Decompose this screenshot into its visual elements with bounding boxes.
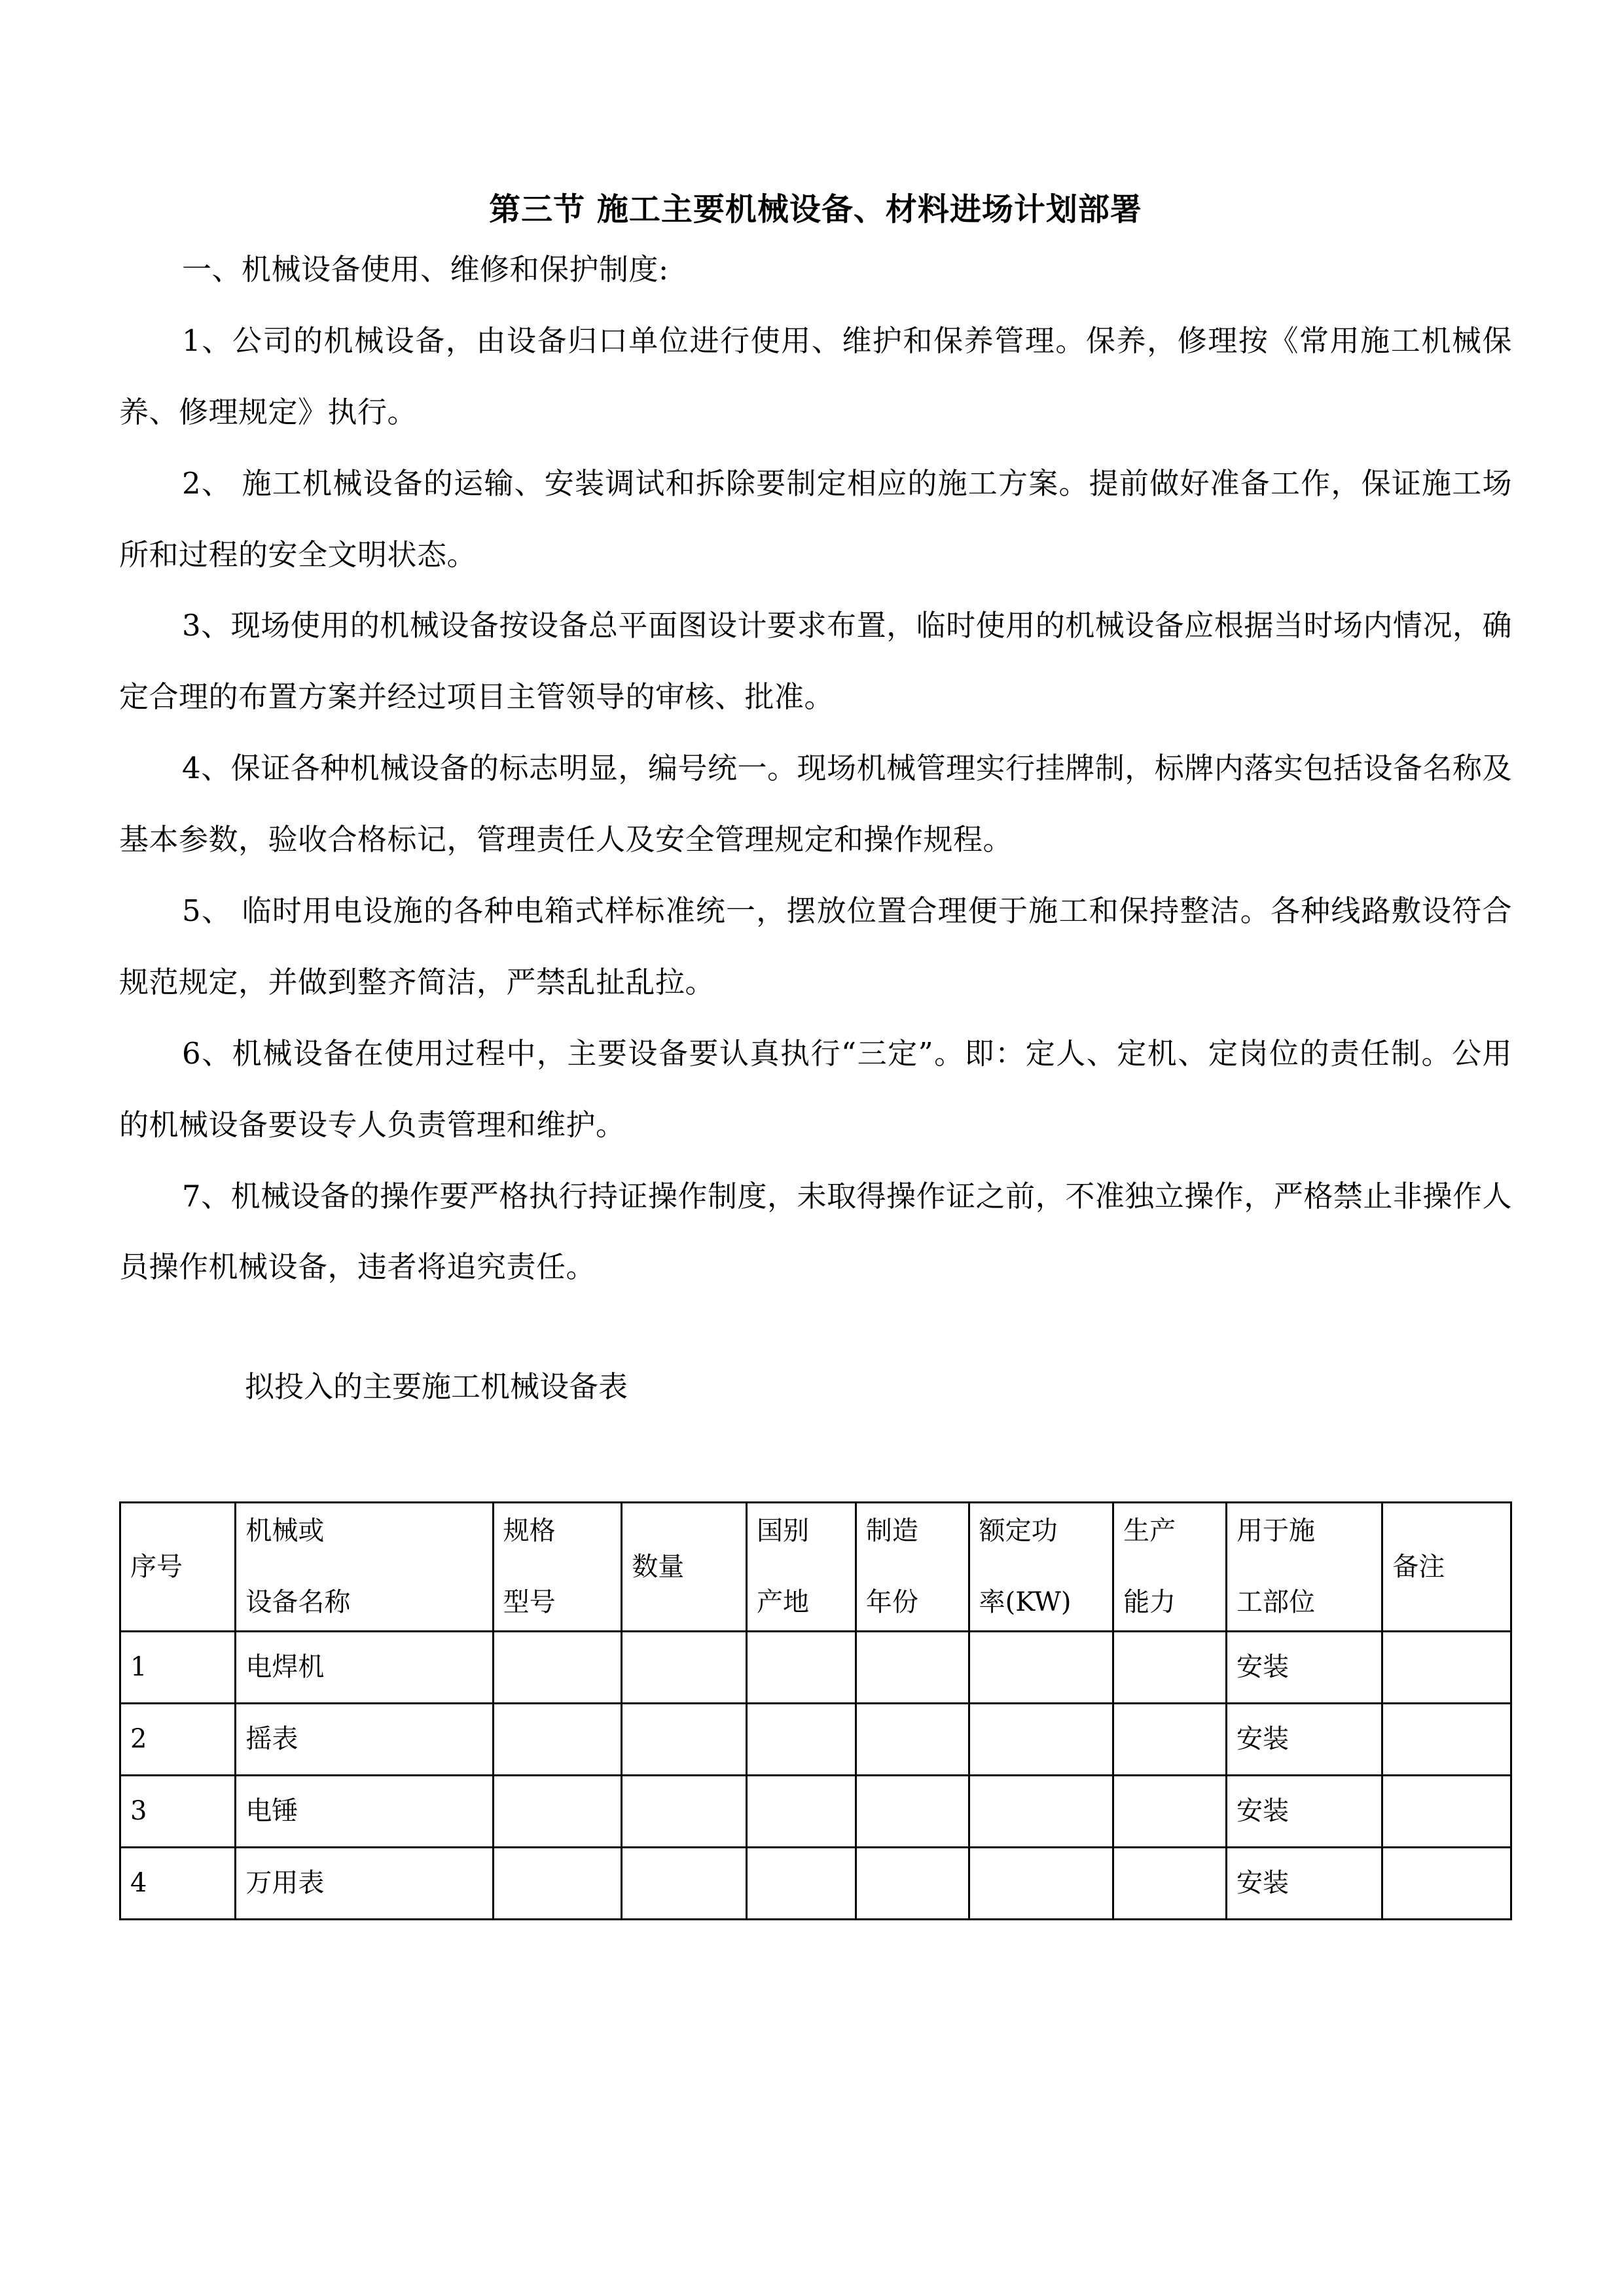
column-header-part-line1: 用于施 <box>1236 1516 1315 1547</box>
cell-capacity <box>1113 1847 1227 1919</box>
cell-capacity <box>1113 1703 1227 1775</box>
cell-capacity <box>1113 1775 1227 1847</box>
column-header-seq <box>120 1503 236 1632</box>
cell-qty <box>622 1631 747 1703</box>
table-caption: 拟投入的主要施工机械设备表 <box>245 1369 628 1405</box>
cell-part: 安装 <box>1226 1847 1382 1919</box>
column-header-seq-line1: 序号 <box>130 1551 183 1582</box>
cell-note <box>1382 1847 1511 1919</box>
cell-name: 电焊机 <box>236 1631 493 1703</box>
cell-origin <box>747 1631 856 1703</box>
paragraph-4: 4、保证各种机械设备的标志明显，编号统一。现场机械管理实行挂牌制，标牌内落实包括设备名称及基本参数，验收合格标记，管理责任人及安全管理规定和操作规程。 <box>119 751 1512 857</box>
cell-power <box>969 1631 1113 1703</box>
column-header-power <box>969 1503 1113 1632</box>
cell-origin <box>747 1775 856 1847</box>
cell-qty <box>622 1775 747 1847</box>
cell-name: 万用表 <box>236 1847 493 1919</box>
table-spacer <box>119 1423 1512 1501</box>
column-header-year <box>856 1503 969 1632</box>
column-header-origin-line2: 产地 <box>757 1587 809 1618</box>
column-header-name-line2: 设备名称 <box>245 1587 351 1618</box>
page-title: 第三节 施工主要机械设备、材料进场计划部署 <box>489 191 1142 228</box>
cell-seq: 3 <box>120 1775 236 1847</box>
paragraph-6: 6、机械设备在使用过程中，主要设备要认真执行“三定”。即：定人、定机、定岗位的责任制。公用的机械设备要设专人负责管理和维护。 <box>119 1035 1512 1142</box>
column-header-spec-line2: 型号 <box>503 1587 556 1618</box>
column-header-note-line1: 备注 <box>1392 1551 1445 1582</box>
column-header-power-line2: 率(KW) <box>979 1587 1072 1618</box>
equipment-table <box>119 1501 1512 1920</box>
column-header-year-line2: 年份 <box>865 1587 918 1618</box>
cell-note <box>1382 1775 1511 1847</box>
section-heading: 一、机械设备使用、维修和保护制度: <box>182 252 669 287</box>
cell-spec <box>493 1631 622 1703</box>
column-header-capacity <box>1113 1503 1227 1632</box>
cell-year <box>856 1631 969 1703</box>
cell-spec <box>493 1775 622 1847</box>
cell-seq: 1 <box>120 1631 236 1703</box>
paragraph-5: 5、 临时用电设施的各种电箱式样标准统一，摆放位置合理便于施工和保持整洁。各种线路敷设符合规范规定，并做到整齐简洁，严禁乱扯乱拉。 <box>119 893 1512 999</box>
cell-qty <box>622 1703 747 1775</box>
cell-spec <box>493 1703 622 1775</box>
column-header-part-line2: 工部位 <box>1236 1587 1315 1618</box>
column-header-name <box>236 1503 493 1632</box>
column-header-capacity-line1: 生产 <box>1123 1516 1176 1547</box>
page-content <box>119 0 1512 1920</box>
column-header-qty-line1: 数量 <box>632 1551 685 1582</box>
cell-qty <box>622 1847 747 1919</box>
column-header-spec <box>493 1503 622 1632</box>
table-row <box>120 1775 1511 1847</box>
cell-part: 安装 <box>1226 1631 1382 1703</box>
column-header-qty <box>622 1503 747 1632</box>
column-header-part <box>1226 1503 1382 1632</box>
column-header-origin <box>747 1503 856 1632</box>
cell-seq: 2 <box>120 1703 236 1775</box>
column-header-power-line1: 额定功 <box>979 1516 1058 1547</box>
cell-capacity <box>1113 1631 1227 1703</box>
paragraph-7: 7、机械设备的操作要严格执行持证操作制度，未取得操作证之前，不准独立操作，严格禁止非操作人员操作机械设备，违者将追究责任。 <box>119 1178 1512 1285</box>
cell-power <box>969 1703 1113 1775</box>
column-header-capacity-line2: 能力 <box>1123 1587 1176 1618</box>
cell-seq: 4 <box>120 1847 236 1919</box>
column-header-year-line1: 制造 <box>865 1516 918 1547</box>
cell-power <box>969 1847 1113 1919</box>
column-header-origin-line1: 国别 <box>757 1516 809 1547</box>
table-row <box>120 1847 1511 1919</box>
paragraph-2: 2、 施工机械设备的运输、安装调试和拆除要制定相应的施工方案。提前做好准备工作，保证施工场所和过程的安全文明状态。 <box>119 465 1512 572</box>
cell-origin <box>747 1847 856 1919</box>
cell-note <box>1382 1703 1511 1775</box>
column-header-note <box>1382 1503 1511 1632</box>
cell-spec <box>493 1847 622 1919</box>
cell-part: 安装 <box>1226 1775 1382 1847</box>
column-header-spec-line1: 规格 <box>503 1516 556 1547</box>
paragraph-1: 1、公司的机械设备，由设备归口单位进行使用、维护和保养管理。保养，修理按《常用施工机械保养、修理规定》执行。 <box>119 323 1512 429</box>
column-header-name-line1: 机械或 <box>245 1516 325 1547</box>
cell-name: 摇表 <box>236 1703 493 1775</box>
cell-part: 安装 <box>1226 1703 1382 1775</box>
cell-year <box>856 1775 969 1847</box>
cell-note <box>1382 1631 1511 1703</box>
cell-year <box>856 1847 969 1919</box>
cell-name: 电锤 <box>236 1775 493 1847</box>
cell-power <box>969 1775 1113 1847</box>
paragraph-3: 3、现场使用的机械设备按设备总平面图设计要求布置，临时使用的机械设备应根据当时场内情况，确定合理的布置方案并经过项目主管领导的审核、批准。 <box>119 608 1512 715</box>
table-row <box>120 1703 1511 1775</box>
cell-year <box>856 1703 969 1775</box>
table-row <box>120 1631 1511 1703</box>
table-header-row <box>120 1503 1511 1632</box>
cell-origin <box>747 1703 856 1775</box>
